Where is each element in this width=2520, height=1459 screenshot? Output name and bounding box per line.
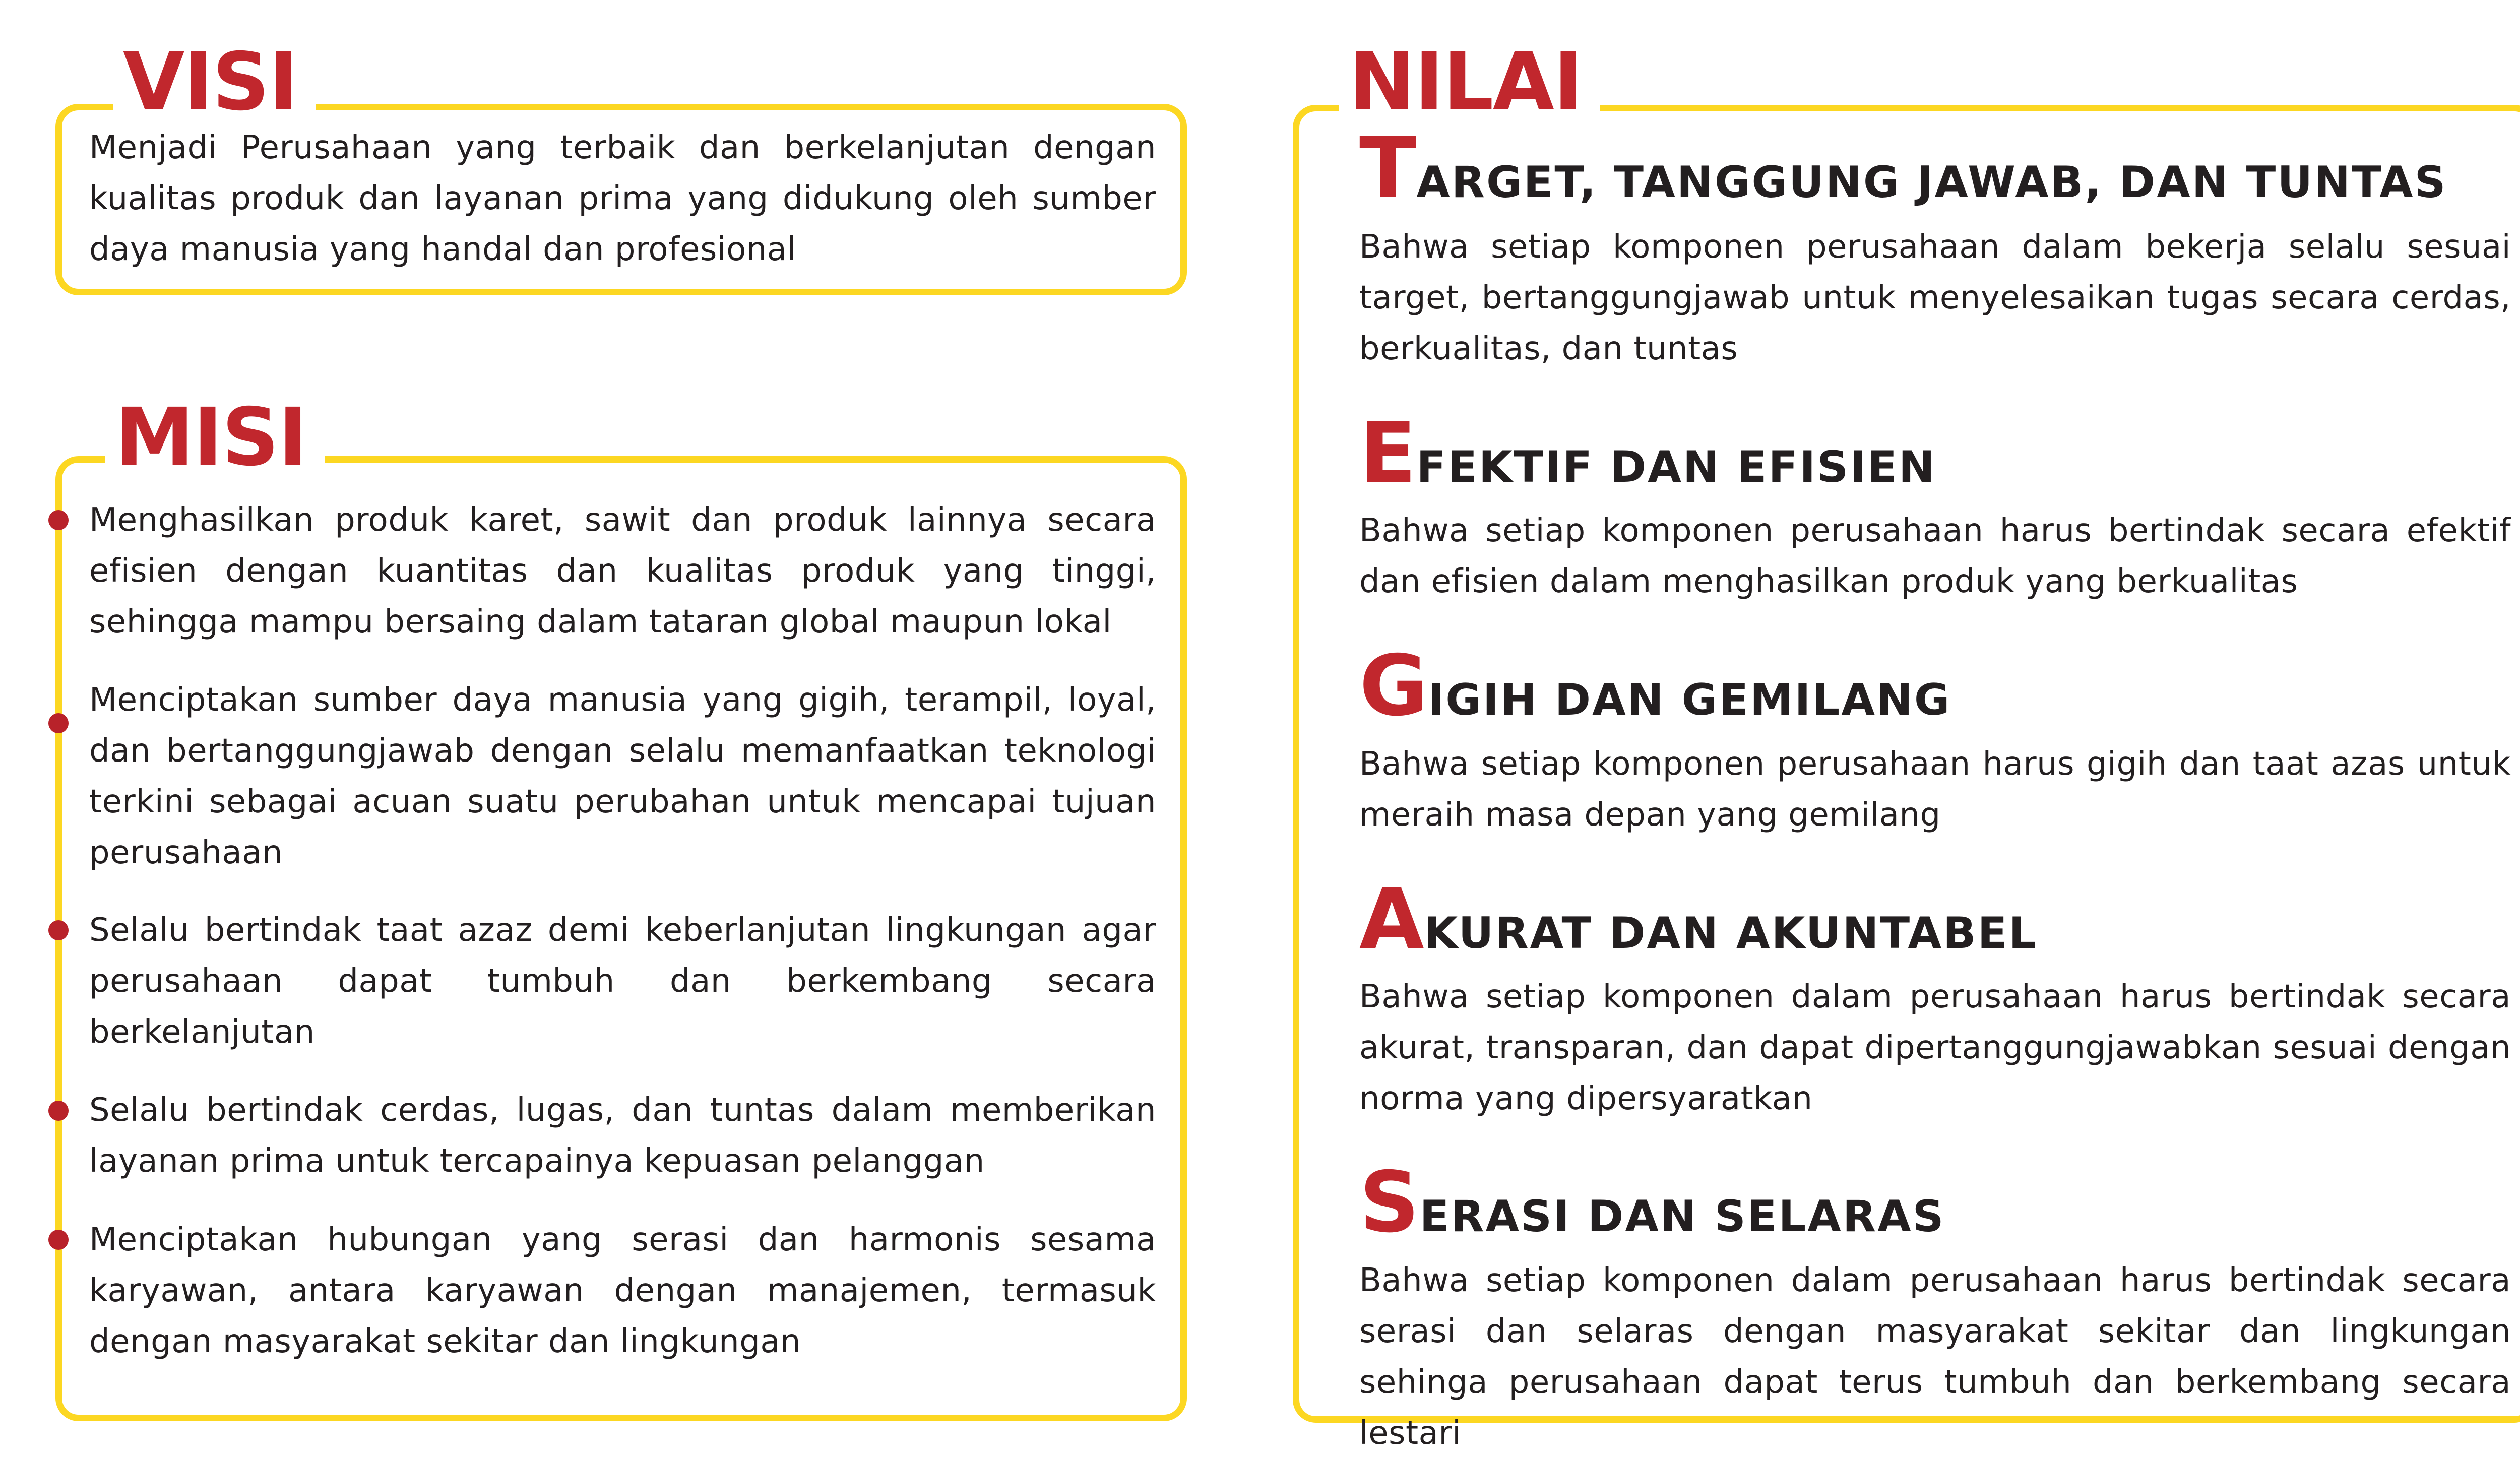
value-initial: T [1359, 120, 1417, 217]
value-initial: G [1359, 638, 1428, 735]
misi-bullet [48, 713, 69, 733]
value-initial: S [1359, 1154, 1420, 1251]
value-title-rest: ERASI DAN SELARAS [1419, 1191, 1945, 1242]
value-title-rest: ARGET, TANGGUNG JAWAB, DAN TUNTAS [1416, 157, 2447, 208]
misi-item: Menciptakan hubungan yang serasi dan harmonis sesama karyawan, antara karyawan dengan manajemen, termasuk dengan masyarakat sekitar dan lingkungan [89, 1221, 1156, 1360]
value-title [1359, 638, 1951, 735]
value-title [1359, 1154, 1945, 1251]
misi-bullet [48, 920, 69, 940]
value-description: Bahwa setiap komponen perusahaan dalam bekerja selalu sesuai target, bertanggungjawab untuk menyelesaikan tugas secara cerdas, berkualitas, dan tuntas [1359, 228, 2511, 367]
misi-item: Menciptakan sumber daya manusia yang gigih, terampil, loyal, dan bertanggungjawab dengan selalu memanfaatkan teknologi terkini sebagai acuan suatu perubahan untuk mencapai tujuan perusahaan [89, 681, 1156, 871]
value-initial: A [1359, 871, 1424, 968]
misi-item: Menghasilkan produk karet, sawit dan produk lainnya secara efisien dengan kuantitas dan kualitas produk yang tinggi, sehingga mampu bersaing dalam tataran global maupun lokal [89, 501, 1156, 641]
visi-heading: VISI [113, 34, 316, 130]
misi-bullet [48, 1101, 69, 1121]
misi-heading: MISI [105, 390, 325, 485]
value-description: Bahwa setiap komponen perusahaan harus bertindak secara efektif dan efisien dalam menghasilkan produk yang berkualitas [1359, 512, 2511, 600]
value-title [1359, 405, 1936, 502]
value-description: Bahwa setiap komponen perusahaan harus gigih dan taat azas untuk meraih masa depan yang gemilang [1359, 745, 2511, 834]
value-title [1359, 871, 2038, 968]
value-title [1359, 120, 2447, 217]
misi-item: Selalu bertindak taat azaz demi keberlanjutan lingkungan agar perusahaan dapat tumbuh dan berkembang secara berkelanjutan [89, 912, 1156, 1051]
nilai-heading: NILAI [1339, 34, 1600, 130]
value-description: Bahwa setiap komponen dalam perusahaan harus bertindak secara akurat, transparan, dan dapat dipertanggungjawabkan sesuai dengan norma yang dipersyaratkan [1359, 978, 2511, 1117]
value-description: Bahwa setiap komponen dalam perusahaan harus bertindak secara serasi dan selaras dengan masyarakat sekitar dan lingkungan sehinga perusahaan dapat terus tumbuh dan berkembang secara lestari [1359, 1262, 2511, 1452]
value-title-rest: FEKTIF DAN EFISIEN [1416, 442, 1936, 492]
value-title-rest: KURAT DAN AKUNTABEL [1424, 908, 2038, 959]
misi-bullet [48, 510, 69, 530]
value-title-rest: IGIH DAN GEMILANG [1428, 675, 1951, 725]
misi-item: Selalu bertindak cerdas, lugas, dan tuntas dalam memberikan layanan prima untuk tercapainya kepuasan pelanggan [89, 1092, 1156, 1180]
value-initial: E [1359, 405, 1417, 502]
visi-text: Menjadi Perusahaan yang terbaik dan berkelanjutan dengan kualitas produk dan layanan prima yang didukung oleh sumber daya manusia yang handal dan profesional [89, 129, 1156, 268]
misi-bullet [48, 1230, 69, 1250]
